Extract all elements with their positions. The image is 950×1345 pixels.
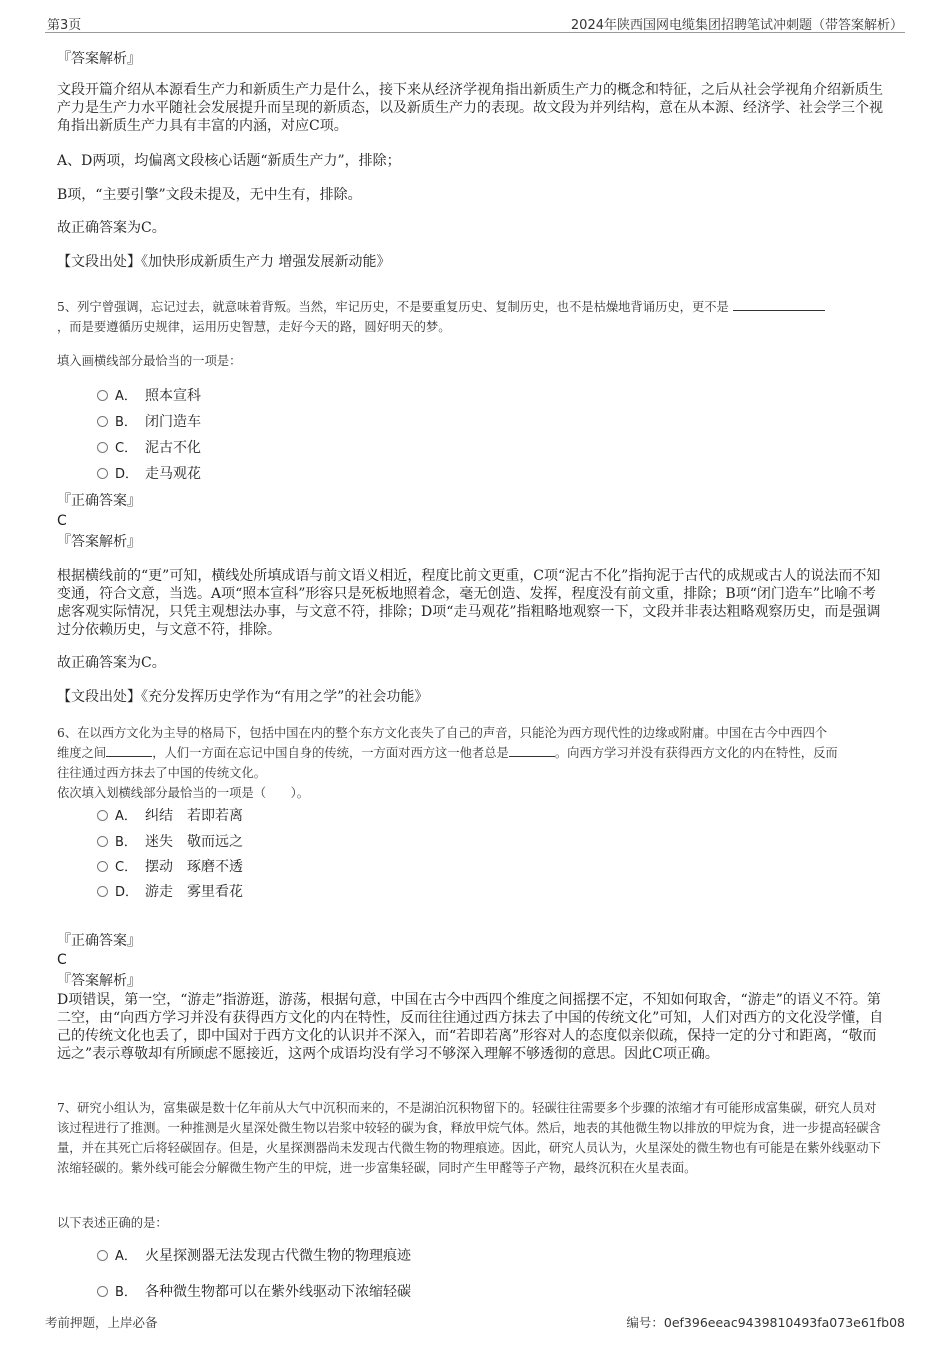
q4-source: 【文段出处】《加快形成新质生产力 增强发展新动能》: [57, 254, 391, 270]
document-id: 编号：0ef396eeac9439810493fa073e61fb08: [626, 1315, 905, 1330]
q7-stem: 7、研究小组认为，富集碳是数十亿年前从大气中沉积而来的，不是湖泊沉积物留下的。轻碳往往需要多个步骤的浓缩才有可能形成富集碳，研究人员对该过程进行了推测。一种推测是火星深处微生物以岩浆中较轻的碳为食，释放甲烷气体。然后，地表的其他微生物以排放的甲烷为食，进一步提高轻碳含量，并在其死亡后将轻碳固存。但是，火星探测器尚未发现古代微生物的物理痕迹。因此，研究人员认为，火星深处的微生物也有可能是在紫外线驱动下浓缩轻碳的。紫外线可能会分解微生物产生的甲烷，进一步富集轻碳，同时产生甲醛等子产物，最终沉积在火星表面。: [57, 1101, 881, 1175]
q5-prompt: 填入画横线部分最恰当的一项是：: [57, 354, 242, 368]
q6-option-c[interactable]: C． 摆动 琢磨不透: [97, 857, 243, 877]
q6-stem: 6、在以西方文化为主导的格局下，包括中国在内的整个东方文化丧失了自己的声音，只能沦为西方现代性的边缘或附庸。中国在古今中西四个 维度之间 ，人们一方面在忘记中国自身的传统，一方面对西方这一他者总是 。向西方学习并没有获得西方文化的内在特性，反而 往往通过西方抹去了中国的传统文化。: [57, 726, 838, 780]
q5-answer: C: [57, 513, 67, 529]
radio-icon[interactable]: [97, 861, 108, 872]
q6-analysis-label: 『答案解析』: [57, 973, 141, 989]
q5-option-b[interactable]: B． 闭门造车: [97, 412, 201, 432]
q4-conclusion: 故正确答案为C。: [57, 220, 166, 236]
footer-slogan: 考前押题，上岸必备: [45, 1315, 158, 1330]
q6-blank-1: [106, 744, 152, 757]
q5-conclusion: 故正确答案为C。: [57, 655, 166, 671]
q4-analysis-label: 『答案解析』: [57, 51, 141, 67]
q5-option-a[interactable]: A． 照本宣科: [97, 386, 201, 406]
q6-blank-2: [509, 744, 555, 757]
q6-answer: C: [57, 952, 67, 968]
radio-icon[interactable]: [97, 416, 108, 427]
q7-prompt: 以下表述正确的是：: [57, 1216, 168, 1230]
q5-analysis: 根据横线前的“更”可知，横线处所填成语与前文语义相近，程度比前文更重，C项“泥古不化”指拘泥于古代的成规或古人的说法而不知变通，符合文意，当选。A项“照本宣科”形容只是死板地照着念，毫无创造、发挥，程度没有前文重，排除；B项“闭门造车”比喻不考虑客观实际情况，只凭主观想法办事，与文意不符，排除；D项“走马观花”指粗略地观察一下，文段并非表达粗略观察历史，而是强调过分依赖历史，与文意不符，排除。: [57, 568, 881, 638]
radio-icon[interactable]: [97, 390, 108, 401]
q4-analysis: 文段开篇介绍从本源看生产力和新质生产力是什么，接下来从经济学视角指出新质生产力的概念和特征，之后从社会学视角介绍新质生产力是生产力水平随社会发展提升而呈现的新质态，以及新质生产力的表现。故文段为并列结构，意在从本源、经济学、社会学三个视角指出新质生产力具有丰富的内涵，对应C项。: [57, 82, 883, 134]
q6-prompt: 依次填入划横线部分最恰当的一项是（ ）。: [57, 786, 310, 800]
q6-answer-label: 『正确答案』: [57, 933, 141, 949]
q5-stem-part1: 5、列宁曾强调，忘记过去，就意味着背叛。当然，牢记历史，不是要重复历史、复制历史，也不是枯燥地背诵历史，更不是: [57, 300, 729, 314]
q6-analysis: D项错误，第一空，“游走”指游逛，游荡，根据句意，中国在古今中西四个维度之间摇摆不定，不知如何取舍，“游走”的语义不符。第二空，由“向西方学习并没有获得西方文化的内在特性，反而往往通过西方抹去了中国的传统文化”可知，人们对西方的文化没学懂，自己的传统文化也丢了，即中国对于西方文化的认识并不深入，而“若即若离”形容对人的态度似亲似疏，保持一定的分寸和距离，“敬而远之”表示尊敬却有所顾虑不愿接近，这两个成语均没有学习不够深入理解不够透彻的意思。因此C项正确。: [57, 992, 884, 1062]
document-title: 2024年陕西国网电缆集团招聘笔试冲刺题（带答案解析）: [570, 18, 903, 33]
q7-option-a[interactable]: A． 火星探测器无法发现古代微生物的物理痕迹: [97, 1246, 411, 1266]
radio-icon[interactable]: [97, 468, 108, 479]
radio-icon[interactable]: [97, 836, 108, 847]
q5-option-d[interactable]: D． 走马观花: [97, 464, 201, 484]
q5-option-c[interactable]: C． 泥古不化: [97, 438, 201, 458]
q6-option-b[interactable]: B． 迷失 敬而远之: [97, 832, 243, 852]
q4-note-ad: A、D两项，均偏离文段核心话题“新质生产力”，排除；: [57, 153, 401, 169]
q4-note-b: B项，“主要引擎”文段未提及，无中生有，排除。: [57, 187, 362, 203]
radio-icon[interactable]: [97, 1250, 108, 1261]
radio-icon[interactable]: [97, 810, 108, 821]
q5-blank: [733, 298, 825, 311]
q5-answer-label: 『正确答案』: [57, 493, 141, 509]
q5-analysis-label: 『答案解析』: [57, 534, 141, 550]
page-header: [45, 12, 905, 33]
q6-option-d[interactable]: D． 游走 雾里看花: [97, 882, 243, 902]
radio-icon[interactable]: [97, 1286, 108, 1297]
q5-stem: [57, 297, 887, 337]
radio-icon[interactable]: [97, 886, 108, 897]
radio-icon[interactable]: [97, 442, 108, 453]
q7-option-b[interactable]: B． 各种微生物都可以在紫外线驱动下浓缩轻碳: [97, 1282, 411, 1302]
q5-source: 【文段出处】《充分发挥历史学作为“有用之学”的社会功能》: [57, 689, 429, 705]
page-number: 第3页: [47, 18, 82, 33]
q6-option-a[interactable]: A． 纠结 若即若离: [97, 806, 243, 826]
q5-stem-part2: ，而是要遵循历史规律，运用历史智慧，走好今天的路，圆好明天的梦。: [57, 320, 451, 334]
